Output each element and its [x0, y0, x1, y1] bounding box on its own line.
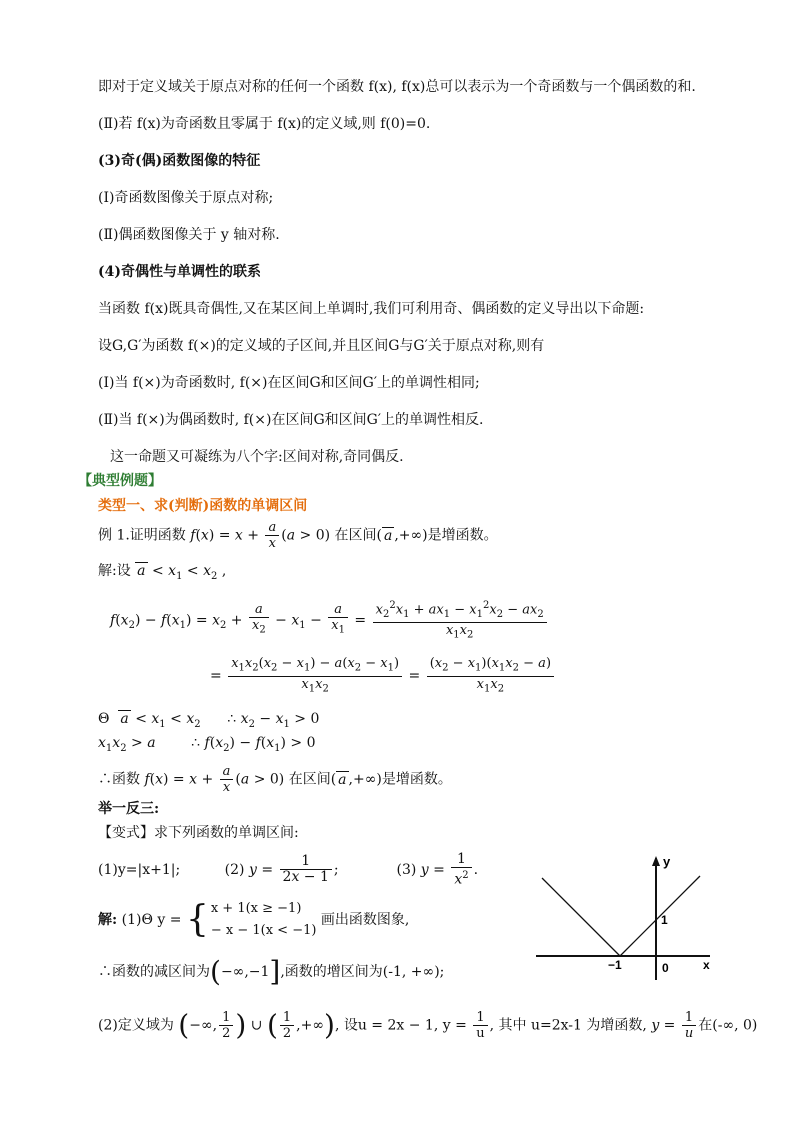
equation-line: Θ $a < x_1 < x_2$ ∴ $x_2 - x_1 > 0$	[98, 711, 320, 730]
example-tail2: 是增函数。	[427, 527, 498, 544]
example-tail1: 在区间	[334, 527, 377, 544]
p2-end: 在(-∞, 0)	[698, 1017, 758, 1034]
problem-2-prefix: (2)	[224, 861, 245, 878]
text-line: 设G,G′为函数 f(×)的定义域的子区间,并且区间G与G′关于原点对称,则有	[98, 338, 545, 354]
left-branch	[542, 878, 620, 956]
p2-prefix: (2)定义域为	[98, 1017, 174, 1034]
subheading: (4)奇偶性与单调性的联系	[98, 264, 261, 280]
solution-2: (2)定义域为 (−∞, $\frac{1}{2}$ ) ∪ ( $\frac{1}{2}$ ,+∞), 设u = 2x − 1, y = $\frac{1}{u}$ , 其中 u=2x-1 为增函数, y = $\frac{1}{u}$ 在(-∞, 0)	[98, 1008, 758, 1042]
case-2: − x − 1(x < −1)	[210, 923, 317, 938]
therefore-tail: 是增函数。	[381, 771, 452, 788]
problem-3-prefix: (3)	[396, 861, 417, 878]
abs-function-graph	[532, 852, 722, 987]
equation-line: = $\frac{x_1x_2(x_2 - x_1) - a(x_2 - x_1)}{x_1x_2}$ = $\frac{(x_2 - x_1)(x_1x_2 - a)}{x_1x_2}$	[210, 656, 556, 696]
solve-label: 解:设	[98, 563, 131, 579]
variant-label: 【变式】求下列函数的单调区间:	[98, 825, 299, 841]
text-line: (Ⅰ)奇函数图像关于原点对称;	[98, 190, 274, 206]
solution-prefix: (1)	[121, 912, 142, 928]
therefore-mid: 在区间	[288, 771, 331, 788]
section-heading: 【典型例题】	[78, 473, 162, 489]
solution-label: 解:	[98, 912, 118, 928]
tick-label-1: 1	[661, 913, 668, 927]
solution-1: 解: (1)Θ y = { x + 1(x ≥ −1) − x − 1(x < −1) 画出函数图象,	[98, 899, 410, 940]
problem-1: (1)y=|x+1|;	[98, 861, 181, 878]
text-line: 当函数 f(x)既具奇偶性,又在某区间上单调时,我们可利用奇、偶函数的定义导出以下命题:	[98, 301, 645, 317]
example-statement: 例 1.证明函数 f(x) = x + $\frac{a}{x}$ (a > 0) 在区间( a ,+∞)是增函数。	[98, 520, 498, 551]
equation-line: $x_1x_2 > a$ ∴ $f(x_2) - f(x_1) > 0$	[98, 735, 316, 754]
draw-note: 画出函数图象,	[320, 912, 410, 928]
text-line: 这一命题又可凝练为八个字:区间对称,奇同偶反.	[110, 449, 404, 465]
subheading: (3)奇(偶)函数图像的特征	[98, 153, 261, 169]
variant-title: 举一反三:	[98, 801, 160, 817]
tick-label-neg1: −1	[608, 958, 622, 972]
p2-let: , 设u = 2x − 1, y =	[334, 1017, 467, 1034]
y-axis-arrow	[652, 856, 660, 866]
right-branch	[620, 876, 700, 956]
example-label: 例 1.证明函数	[98, 527, 186, 544]
text-line: (Ⅱ)偶函数图像关于 y 轴对称.	[98, 227, 280, 243]
case-1: x + 1(x ≥ −1)	[210, 901, 302, 916]
p2-mid: , 其中 u=2x-1 为增函数,	[489, 1017, 647, 1034]
x-axis-label: x	[703, 958, 710, 972]
therefore-prefix: ∴函数	[98, 771, 140, 788]
text-line: (Ⅱ)当 f(×)为偶函数时, f(×)在区间G和区间G′上的单调性相反.	[98, 412, 484, 428]
y-axis-label: y	[663, 854, 671, 869]
interval-mid: ,函数的增区间为(-1, +∞);	[280, 964, 445, 980]
conclusion-line: ∴函数 f(x) = x + $\frac{a}{x}$ (a > 0) 在区间( a ,+∞)是增函数。	[98, 764, 452, 795]
text-line: (Ⅰ)当 f(×)为奇函数时, f(×)在区间G和区间G′上的单调性相同;	[98, 375, 480, 391]
solution-line: 解:设 $a < x_1 < x_2$ ,	[98, 563, 227, 582]
type-heading: 类型一、求(判断)函数的单调区间	[98, 498, 308, 514]
variant-problems: (1)y=|x+1|; (2) y = $\frac{1}{2x - 1}$ ; (3) y = $\frac{1}{x^2}$ .	[98, 851, 479, 888]
origin-label: 0	[662, 961, 669, 975]
text-line: (Ⅱ)若 f(x)为奇函数且零属于 f(x)的定义域,则 f(0)=0.	[98, 116, 431, 132]
interval-line: ∴函数的减区间为(−∞,−1],函数的增区间为(-1, +∞);	[98, 955, 445, 988]
equation-line: $f(x_2) - f(x_1) = x_2$ + $\frac{a}{x_2}$ − $x_1$ − $\frac{a}{x_1}$ = $\frac{x_2^2x_1 + ax_1 - x_1^2x_2 - ax_2}{x_1x_2}$	[110, 598, 549, 643]
interval-prefix: ∴函数的减区间为	[98, 964, 210, 980]
text-line: 即对于定义域关于原点对称的任何一个函数 f(x), f(x)总可以表示为一个奇函数与一个偶函数的和.	[98, 79, 696, 95]
